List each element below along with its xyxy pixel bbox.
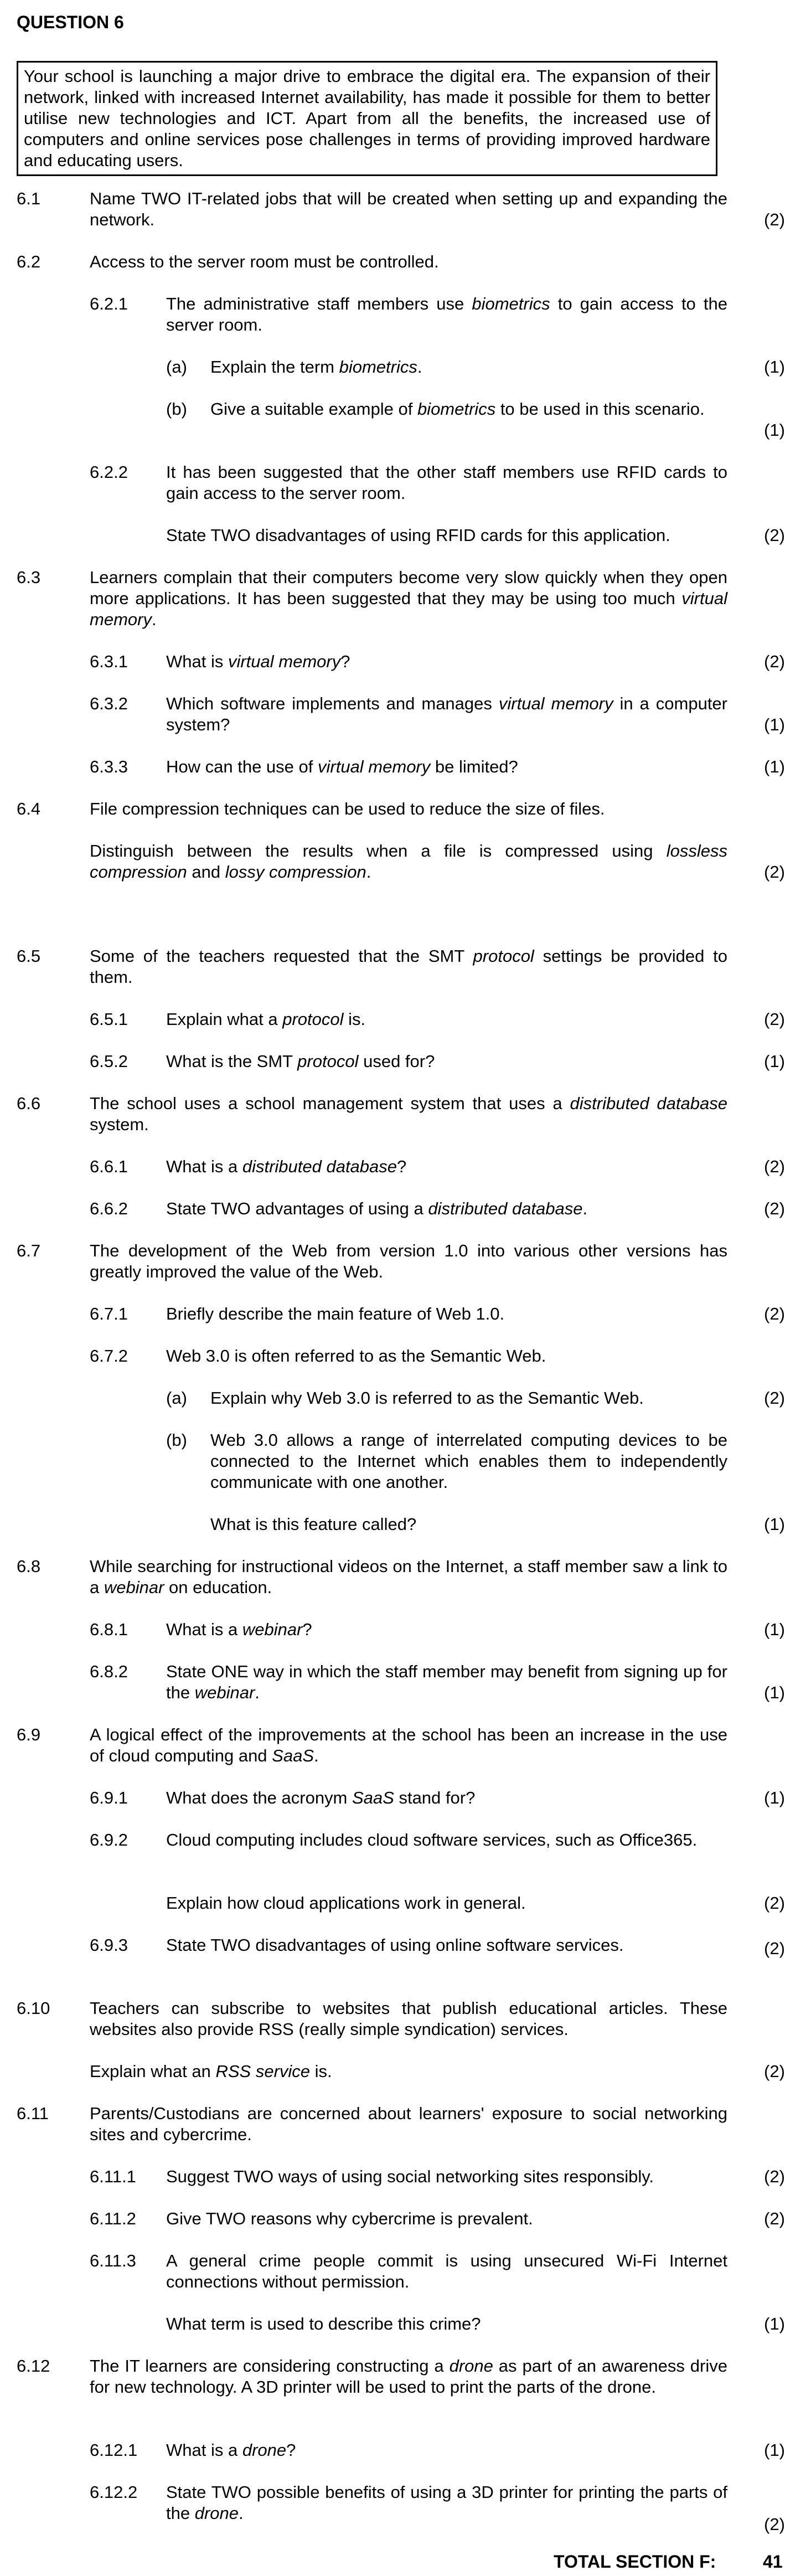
question-title: QUESTION 6: [17, 12, 124, 32]
question-number: 6.7.1: [90, 1304, 128, 1323]
question-text: State TWO possible benefits of using a 3D printer for printing the parts of the drone.: [166, 2482, 727, 2523]
question-text: The administrative staff members use biometrics to gain access to the server room.: [166, 294, 727, 334]
question-number: 6.2: [17, 252, 41, 271]
question-number: 6.5.1: [90, 1009, 128, 1029]
question-text: What is a distributed database?: [166, 1157, 407, 1176]
question-number: 6.11: [17, 2104, 49, 2123]
marks: (1): [764, 420, 785, 440]
question-text: Give TWO reasons why cybercrime is prevalent.: [166, 2209, 533, 2228]
marks: (2): [764, 2209, 785, 2228]
question-text: Explain what a protocol is.: [166, 1009, 366, 1029]
question-number: 6.9.3: [90, 1935, 128, 1955]
question-number: 6.10: [17, 1998, 50, 2018]
marks: (1): [764, 1788, 785, 1807]
question-text: Distinguish between the results when a file is compressed using lossless compression and lossy compression.: [90, 841, 727, 882]
question-number: 6.1: [17, 189, 41, 208]
marks: (2): [764, 2515, 785, 2534]
question-number: 6.3.2: [90, 694, 128, 713]
marks: (2): [764, 862, 785, 882]
question-text: Which software implements and manages virtual memory in a computer system?: [166, 694, 727, 734]
question-number: 6.7: [17, 1241, 41, 1260]
question-number: (a): [166, 1388, 187, 1408]
question-number: 6.11.2: [90, 2209, 136, 2228]
question-text: What is a webinar?: [166, 1620, 312, 1639]
question-number: 6.6.2: [90, 1199, 128, 1218]
marks: (1): [764, 2314, 785, 2333]
question-text: Name TWO IT-related jobs that will be created when setting up and expanding the network.: [90, 189, 727, 229]
question-number: 6.5: [17, 946, 41, 966]
question-number: 6.12.1: [90, 2440, 138, 2460]
marks: (2): [764, 1199, 785, 1218]
question-text: Web 3.0 is often referred to as the Semantic Web.: [166, 1346, 546, 1366]
question-text: It has been suggested that the other staff members use RFID cards to gain access to the server room.: [166, 462, 727, 503]
question-text: The IT learners are considering constructing a drone as part of an awareness drive for new technology. A 3D printer will be used to print the parts of the drone.: [90, 2356, 727, 2397]
question-number: 6.2.2: [90, 462, 128, 482]
question-text: What does the acronym SaaS stand for?: [166, 1788, 476, 1807]
question-number: (b): [166, 1430, 187, 1450]
question-text: State ONE way in which the staff member may benefit from signing up for the webinar.: [166, 1662, 727, 1702]
marks: (1): [764, 1514, 785, 1534]
marks: (2): [764, 652, 785, 671]
question-text: Briefly describe the main feature of Web 1.0.: [166, 1304, 505, 1323]
marks: (2): [764, 1893, 785, 1913]
marks: (2): [764, 1939, 785, 1958]
question-text: Explain how cloud applications work in general.: [166, 1893, 526, 1913]
question-text: What is a drone?: [166, 2440, 296, 2460]
question-text: File compression techniques can be used to reduce the size of files.: [90, 799, 605, 818]
question-number: 6.6.1: [90, 1157, 128, 1176]
question-number: 6.4: [17, 799, 41, 818]
question-number: 6.8: [17, 1557, 41, 1576]
question-text: State TWO advantages of using a distributed database.: [166, 1199, 588, 1218]
marks: (2): [764, 2062, 785, 2081]
question-text: While searching for instructional videos on the Internet, a staff member saw a link to a webinar on education.: [90, 1557, 727, 1597]
total-label: TOTAL SECTION F:: [554, 2552, 716, 2572]
question-text: Teachers can subscribe to websites that publish educational articles. These websites also provide RSS (really simple syndication) services.: [90, 1998, 727, 2039]
question-text: What is this feature called?: [210, 1514, 417, 1534]
question-text: State TWO disadvantages of using RFID cards for this application.: [166, 525, 670, 545]
marks: (2): [764, 1304, 785, 1323]
question-text: State TWO disadvantages of using online software services.: [166, 1935, 624, 1955]
question-text: Parents/Custodians are concerned about learners' exposure to social networking sites and cybercrime.: [90, 2104, 727, 2144]
question-text: A general crime people commit is using unsecured Wi-Fi Internet connections without permission.: [166, 2251, 727, 2291]
marks: (2): [764, 1388, 785, 1408]
marks: (1): [764, 1683, 785, 1702]
marks: (2): [764, 1009, 785, 1029]
marks: (1): [764, 2440, 785, 2460]
question-text: Some of the teachers requested that the SMT protocol settings be provided to them.: [90, 946, 727, 987]
question-number: 6.6: [17, 1094, 41, 1113]
question-number: 6.8.1: [90, 1620, 128, 1639]
question-text: Access to the server room must be controlled.: [90, 252, 439, 271]
question-number: 6.3.3: [90, 757, 128, 776]
question-number: 6.7.2: [90, 1346, 128, 1366]
scenario-box: Your school is launching a major drive to embrace the digital era. The expansion of their network, linked with increased Internet availability, has made it possible for them to better utilise new technologies and ICT. Apart from all the benefits, the increased use of computers and online services pose challenges in terms of providing improved hardware and educating users.: [17, 61, 717, 176]
question-number: 6.9.2: [90, 1830, 128, 1849]
question-text: What is the SMT protocol used for?: [166, 1052, 435, 1071]
total-value: 41: [763, 2552, 783, 2572]
question-number: 6.9: [17, 1725, 41, 1744]
marks: (1): [764, 1620, 785, 1639]
question-text: The development of the Web from version 1.0 into various other versions has greatly improved the value of the Web.: [90, 1241, 727, 1281]
question-text: Cloud computing includes cloud software services, such as Office365.: [166, 1830, 698, 1849]
question-number: 6.11.1: [90, 2167, 136, 2186]
question-text: Learners complain that their computers become very slow quickly when they open more applications. It has been suggested that they may be using too much virtual memory.: [90, 568, 727, 629]
marks: (2): [764, 2167, 785, 2186]
section-total: [554, 2552, 783, 2572]
question-text: The school uses a school management system that uses a distributed database system.: [90, 1094, 727, 1134]
question-text: Explain what an RSS service is.: [90, 2062, 332, 2081]
question-text: Web 3.0 allows a range of interrelated computing devices to be connected to the Internet which enables them to independently communicate with one another.: [210, 1430, 727, 1492]
question-text: How can the use of virtual memory be limited?: [166, 757, 518, 776]
question-text: Suggest TWO ways of using social networking sites responsibly.: [166, 2167, 654, 2186]
question-number: 6.2.1: [90, 294, 128, 313]
marks: (2): [764, 210, 785, 229]
marks: (2): [764, 1157, 785, 1176]
marks: (1): [764, 1052, 785, 1071]
question-text: Explain why Web 3.0 is referred to as the Semantic Web.: [210, 1388, 644, 1408]
marks: (1): [764, 757, 785, 776]
question-text: Give a suitable example of biometrics to be used in this scenario.: [210, 399, 705, 419]
question-number: 6.5.2: [90, 1052, 128, 1071]
marks: (1): [764, 715, 785, 734]
question-number: 6.8.2: [90, 1662, 128, 1681]
question-text: What term is used to describe this crime?: [166, 2314, 481, 2333]
question-text: A logical effect of the improvements at the school has been an increase in the use of cloud computing and SaaS.: [90, 1725, 727, 1765]
question-number: 6.12.2: [90, 2482, 138, 2502]
marks: (1): [764, 357, 785, 377]
question-number: 6.11.3: [90, 2251, 136, 2270]
question-number: 6.12: [17, 2356, 50, 2376]
question-number: (b): [166, 399, 187, 419]
question-text: What is virtual memory?: [166, 652, 350, 671]
question-number: 6.3: [17, 568, 41, 587]
question-number: 6.3.1: [90, 652, 128, 671]
question-text: Explain the term biometrics.: [210, 357, 422, 377]
marks: (2): [764, 525, 785, 545]
question-number: (a): [166, 357, 187, 377]
question-number: 6.9.1: [90, 1788, 128, 1807]
